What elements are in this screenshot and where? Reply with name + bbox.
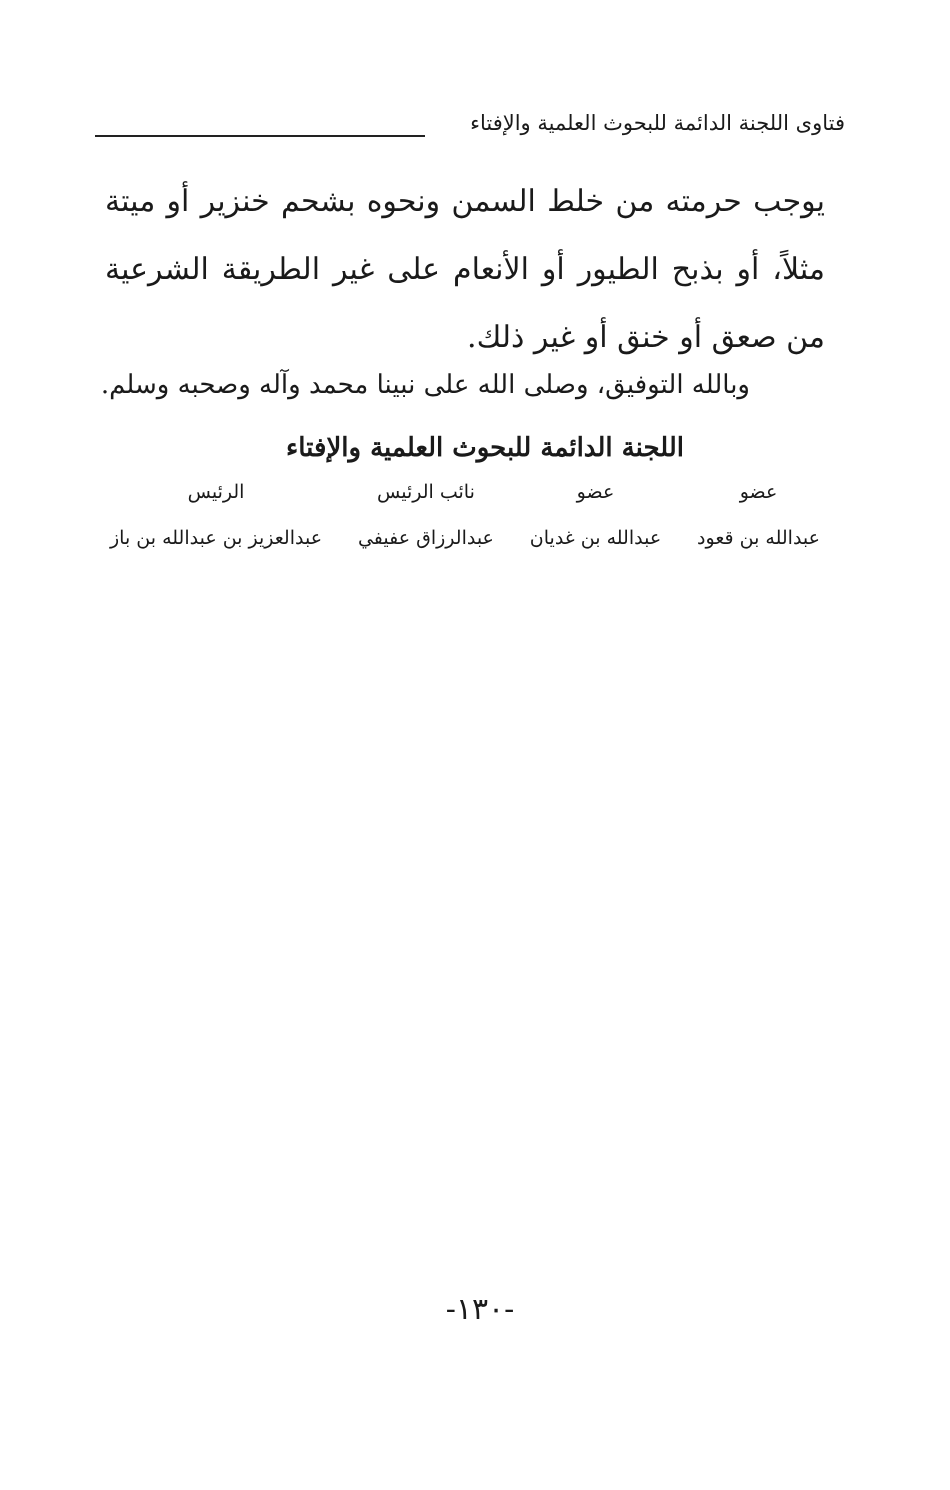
closing-line: وبالله التوفيق، وصلى الله على نبينا محمد وآله وصحبه وسلم. bbox=[100, 370, 750, 400]
signatory-3 bbox=[358, 478, 494, 568]
body-paragraph: يوجب حرمته من خلط السمن ونحوه بشحم خنزير أو ميتة مثلاً، أو بذبح الطيور أو الأنعام على غير الطريقة الشرعية من صعق أو خنق أو غير ذلك. bbox=[105, 184, 825, 355]
body-text bbox=[105, 168, 825, 372]
running-title: فتاوى اللجنة الدائمة للبحوث العلمية والإفتاء bbox=[470, 111, 845, 135]
signatory-4 bbox=[110, 478, 322, 568]
signatory-role: عضو bbox=[576, 481, 615, 503]
signatories bbox=[110, 478, 820, 568]
header-rule bbox=[95, 135, 425, 137]
signatory-name: عبدالعزيز بن عبدالله بن باز bbox=[110, 527, 323, 549]
signatory-2 bbox=[530, 478, 661, 568]
signatory-1 bbox=[697, 478, 820, 568]
signatory-role: نائب الرئيس bbox=[377, 481, 475, 503]
signatory-name: عبدالرزاق عفيفي bbox=[357, 527, 494, 549]
signatory-name: عبدالله بن غديان bbox=[529, 527, 662, 549]
page-number: -١٣٠- bbox=[445, 1292, 515, 1327]
signatory-role: عضو bbox=[739, 481, 778, 503]
committee-name: اللجنة الدائمة للبحوث العلمية والإفتاء bbox=[286, 433, 684, 463]
running-header bbox=[95, 108, 845, 148]
signatory-name: عبدالله بن قعود bbox=[697, 527, 820, 549]
signatory-role: الرئيس bbox=[187, 481, 245, 503]
